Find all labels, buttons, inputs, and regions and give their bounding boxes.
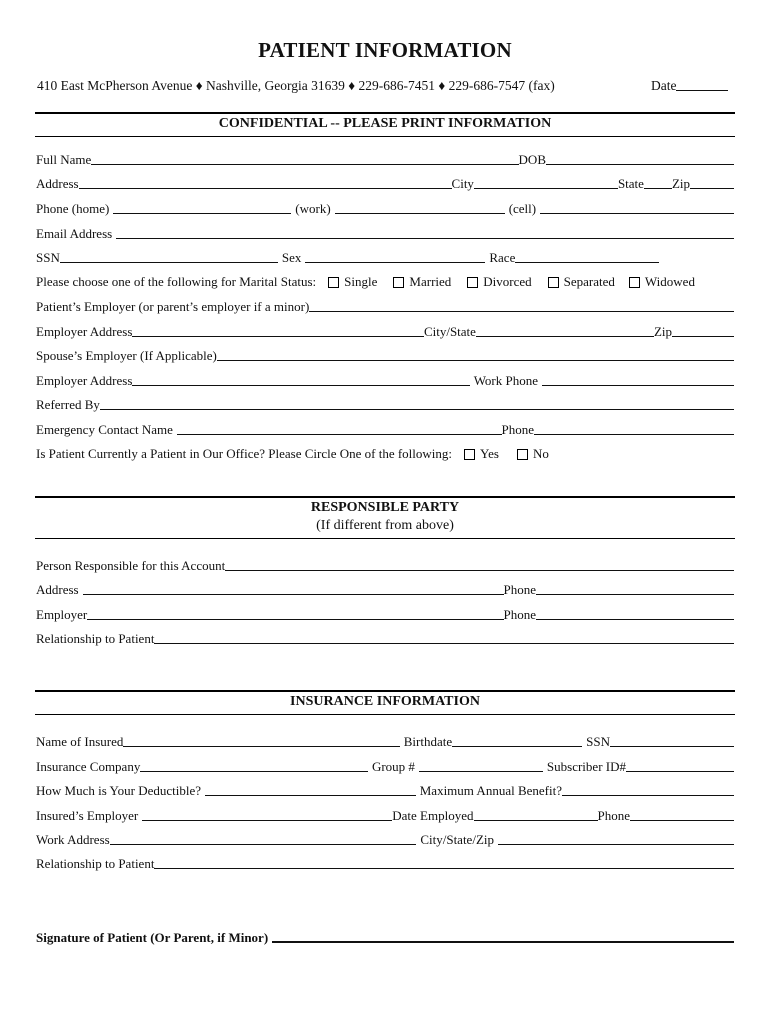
ssn-field[interactable]	[60, 262, 278, 263]
insured-employer-row	[36, 806, 734, 824]
checkbox-icon	[464, 449, 475, 460]
birthdate-field[interactable]	[452, 746, 582, 747]
spouse-employer-field[interactable]	[217, 360, 734, 361]
deductible-row	[36, 781, 734, 799]
insured-name-label: Name of Insured	[36, 734, 124, 749]
subscriber-id-field[interactable]	[626, 771, 734, 772]
signature-field[interactable]	[272, 941, 734, 943]
confidential-header: CONFIDENTIAL -- PLEASE PRINT INFORMATION	[218, 116, 552, 131]
emergency-phone-field[interactable]	[534, 434, 734, 435]
work-phone-label: Work Phone	[473, 373, 538, 388]
insurance-relationship-row	[36, 854, 734, 872]
employer-address-field[interactable]	[132, 385, 469, 386]
marital-option-label: Married	[409, 274, 452, 289]
insured-employer-label: Insured’s Employer	[36, 808, 139, 823]
referred-by-row	[36, 395, 734, 413]
employer-address-label: Employer Address	[36, 324, 133, 339]
max-benefit-label: Maximum Annual Benefit?	[419, 783, 562, 798]
ssn-label: SSN	[36, 250, 60, 265]
responsible-party-subheader: (If different from above)	[316, 518, 454, 533]
address-row	[36, 174, 734, 192]
full-name-field[interactable]	[91, 164, 518, 165]
date-line[interactable]	[676, 90, 728, 91]
checkbox-icon	[328, 277, 339, 288]
race-label: Race	[489, 250, 516, 265]
responsible-relationship-row	[36, 629, 734, 647]
email-field[interactable]	[116, 238, 734, 239]
work-address-label: Work Address	[36, 832, 110, 847]
phone-cell-label: (cell)	[508, 201, 537, 216]
responsible-phone-field[interactable]	[536, 594, 734, 595]
phone-work-field[interactable]	[335, 213, 505, 214]
date-label: Date	[651, 78, 677, 93]
checkbox-icon	[517, 449, 528, 460]
responsible-employer-phone-field[interactable]	[536, 619, 734, 620]
zip-field[interactable]	[690, 188, 734, 189]
emergency-contact-label: Emergency Contact Name	[36, 422, 173, 437]
marital-option-label: Divorced	[483, 274, 532, 289]
insured-ssn-field[interactable]	[610, 746, 734, 747]
spouse-employer-row	[36, 346, 734, 364]
marital-married-checkbox[interactable]	[393, 274, 451, 290]
checkbox-icon	[629, 277, 640, 288]
insured-name-field[interactable]	[123, 746, 399, 747]
marital-option-label: Separated	[563, 274, 615, 289]
emergency-contact-row	[36, 420, 734, 438]
city-state-zip-label: City/State/Zip	[420, 832, 494, 847]
signature-label: Signature of Patient (Or Parent, if Minor)	[36, 930, 269, 945]
marital-separated-checkbox[interactable]	[548, 274, 615, 290]
work-address-row	[36, 830, 734, 848]
phone-home-label: Phone (home)	[36, 201, 110, 216]
insured-employer-field[interactable]	[142, 820, 392, 821]
patient-employer-field[interactable]	[309, 311, 734, 312]
employer-address-label: Employer Address	[36, 373, 133, 388]
insurance-company-label: Insurance Company	[36, 759, 141, 774]
responsible-relationship-field[interactable]	[154, 643, 734, 644]
address-label: Address	[36, 176, 79, 191]
group-field[interactable]	[419, 771, 543, 772]
marital-status-label: Please choose one of the following for Marital Status:	[36, 274, 317, 289]
phone-work-label: (work)	[295, 201, 331, 216]
date-employed-field[interactable]	[474, 820, 598, 821]
zip-label: Zip	[671, 176, 690, 191]
sex-label: Sex	[281, 250, 302, 265]
email-row	[36, 224, 734, 242]
ssn-row	[36, 248, 734, 266]
city-state-label: City/State	[423, 324, 476, 339]
responsible-person-label: Person Responsible for this Account	[36, 558, 226, 573]
responsible-address-field[interactable]	[83, 594, 504, 595]
work-address-field[interactable]	[110, 844, 417, 845]
insured-phone-field[interactable]	[630, 820, 734, 821]
email-label: Email Address	[36, 226, 113, 241]
responsible-person-field[interactable]	[225, 570, 734, 571]
zip-field[interactable]	[672, 336, 734, 337]
patient-employer-label: Patient’s Employer (or parent’s employer if a minor)	[36, 299, 310, 314]
phone-cell-field[interactable]	[540, 213, 734, 214]
form-title: PATIENT INFORMATION	[258, 38, 512, 62]
full-name-label: Full Name	[36, 152, 92, 167]
insurance-company-row	[36, 757, 734, 775]
subscriber-id-label: Subscriber ID#	[546, 759, 626, 774]
deductible-label: How Much is Your Deductible?	[36, 783, 202, 798]
insurance-relationship-label: Relationship to Patient	[36, 856, 155, 871]
divider	[35, 690, 735, 692]
employer-address-row	[36, 322, 734, 340]
zip-label: Zip	[653, 324, 672, 339]
current-patient-row	[36, 444, 734, 462]
responsible-employer-phone-label: Phone	[503, 607, 536, 622]
date-field[interactable]	[651, 78, 728, 94]
state-label: State	[617, 176, 644, 191]
phone-row	[36, 199, 734, 217]
responsible-employer-row	[36, 605, 734, 623]
responsible-employer-label: Employer	[36, 607, 88, 622]
checkbox-icon	[393, 277, 404, 288]
referred-by-field[interactable]	[100, 409, 734, 410]
checkbox-icon	[548, 277, 559, 288]
insurance-header: INSURANCE INFORMATION	[290, 694, 480, 709]
marital-status-row	[36, 272, 734, 290]
emergency-phone-label: Phone	[501, 422, 534, 437]
no-label: No	[532, 446, 549, 461]
insurance-company-field[interactable]	[140, 771, 368, 772]
spouse-employer-label: Spouse’s Employer (If Applicable)	[36, 348, 217, 363]
current-patient-label: Is Patient Currently a Patient in Our Office? Please Circle One of the following:	[36, 446, 453, 461]
insured-name-row	[36, 732, 734, 750]
responsible-person-row	[36, 556, 734, 574]
race-field[interactable]	[515, 262, 659, 263]
divider	[35, 496, 735, 498]
patient-employer-row	[36, 297, 734, 315]
responsible-address-label: Address	[36, 582, 79, 597]
group-label: Group #	[371, 759, 415, 774]
city-label: City	[451, 176, 474, 191]
city-state-zip-field[interactable]	[498, 844, 734, 845]
responsible-party-header: RESPONSIBLE PARTY	[310, 500, 460, 515]
dob-field[interactable]	[546, 164, 734, 165]
signature-row	[36, 928, 734, 946]
current-patient-no-checkbox[interactable]	[517, 446, 549, 462]
marital-divorced-checkbox[interactable]	[467, 274, 531, 290]
divider	[35, 112, 735, 114]
responsible-employer-field[interactable]	[87, 619, 503, 620]
current-patient-yes-checkbox[interactable]	[464, 446, 499, 462]
yes-label: Yes	[480, 446, 499, 461]
phone-home-field[interactable]	[113, 213, 291, 214]
divider	[35, 714, 735, 715]
dob-label: DOB	[518, 152, 546, 167]
checkbox-icon	[467, 277, 478, 288]
full-name-row	[36, 150, 734, 168]
responsible-address-row	[36, 580, 734, 598]
insured-phone-label: Phone	[597, 808, 630, 823]
responsible-phone-label: Phone	[503, 582, 536, 597]
employer-address-field[interactable]	[132, 336, 424, 337]
address-field[interactable]	[79, 188, 452, 189]
marital-option-label: Widowed	[644, 274, 695, 289]
birthdate-label: Birthdate	[403, 734, 453, 749]
responsible-relationship-label: Relationship to Patient	[36, 631, 155, 646]
referred-by-label: Referred By	[36, 397, 100, 412]
divider	[35, 538, 735, 539]
city-field[interactable]	[474, 188, 618, 189]
work-phone-field[interactable]	[542, 385, 734, 386]
deductible-field[interactable]	[205, 795, 416, 796]
sex-field[interactable]	[305, 262, 485, 263]
marital-widowed-checkbox[interactable]	[629, 274, 695, 290]
spouse-employer-address-row	[36, 371, 734, 389]
state-field[interactable]	[644, 188, 672, 189]
office-address: 410 East McPherson Avenue ♦ Nashville, Georgia 31639 ♦ 229-686-7451 ♦ 229-686-7547 (fax)	[37, 78, 555, 93]
divider	[35, 136, 735, 137]
city-state-field[interactable]	[476, 336, 654, 337]
max-benefit-field[interactable]	[562, 795, 734, 796]
date-employed-label: Date Employed	[392, 808, 474, 823]
emergency-contact-field[interactable]	[177, 434, 502, 435]
insurance-relationship-field[interactable]	[154, 868, 734, 869]
insured-ssn-label: SSN	[586, 734, 610, 749]
marital-single-checkbox[interactable]	[328, 274, 377, 290]
marital-option-label: Single	[344, 274, 378, 289]
